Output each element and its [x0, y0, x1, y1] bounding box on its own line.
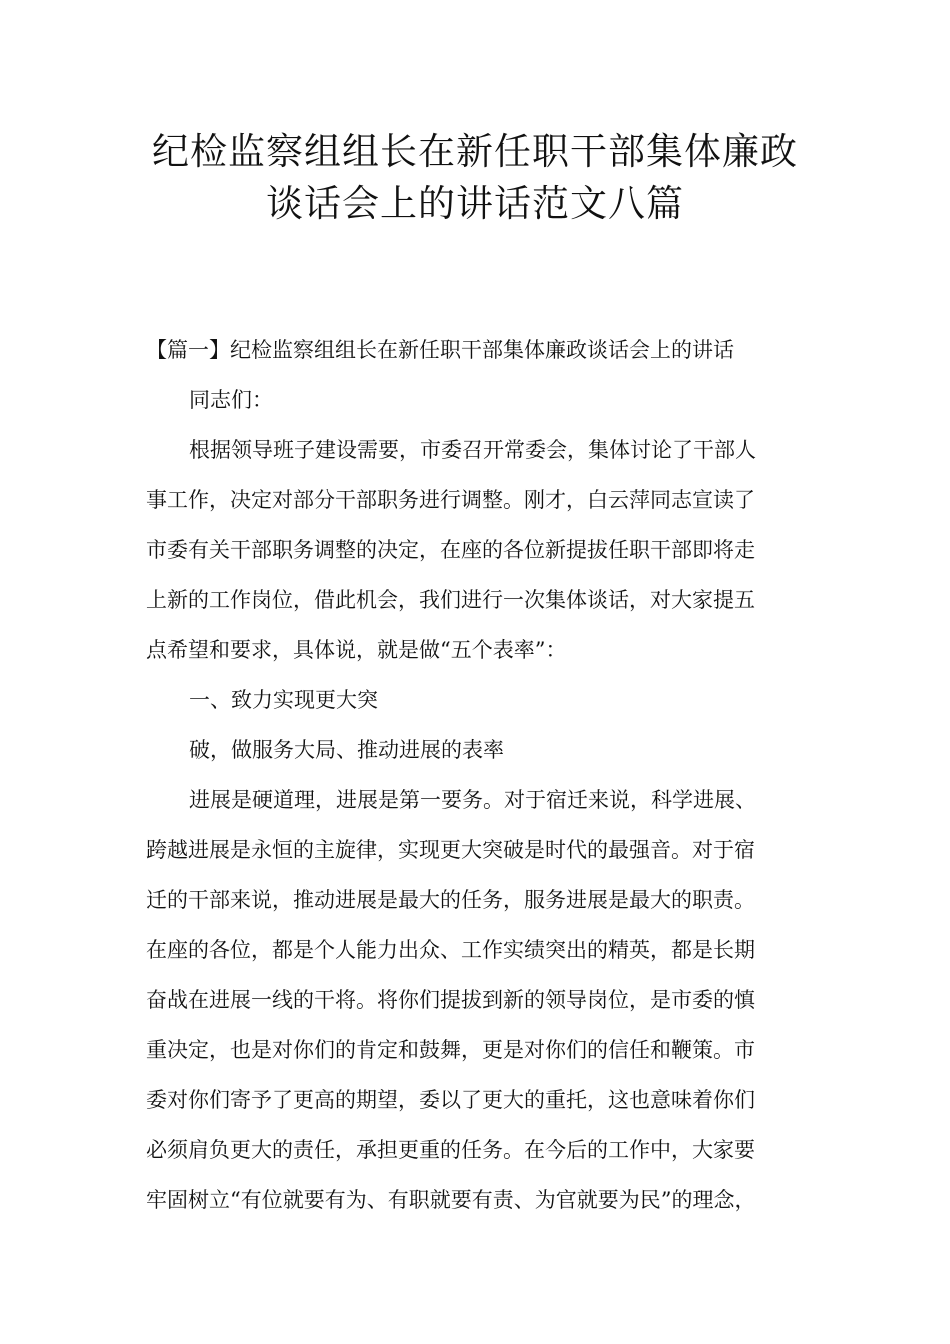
paragraph-2-line-1: 进展是硬道理，进展是第一要务。对于宿迁来说，科学进展、: [189, 788, 756, 812]
paragraph-2-line-4: 在座的各位，都是个人能力出众、工作实绩突出的精英，都是长期: [146, 938, 755, 962]
paragraph-2-line-3: 迁的干部来说，推动进展是最大的任务，服务进展是最大的职责。: [146, 888, 755, 912]
paragraph-2-line-5: 奋战在进展一线的干将。将你们提拔到新的领导岗位，是市委的慎: [146, 988, 755, 1012]
paragraph-1-line-2: 事工作，决定对部分干部职务进行调整。刚才，白云萍同志宣读了: [146, 488, 755, 512]
point-heading-line-1: 一、致力实现更大突: [189, 688, 378, 712]
paragraph-1-line-1: 根据领导班子建设需要，市委召开常委会，集体讨论了干部人: [189, 438, 756, 462]
document-title-line-2: 谈话会上的讲话范文八篇: [266, 182, 684, 225]
paragraph-2-line-6: 重决定，也是对你们的肯定和鼓舞，更是对你们的信任和鞭策。市: [146, 1038, 755, 1062]
salutation: 同志们：: [189, 388, 273, 412]
section-heading: 【篇一】纪检监察组组长在新任职干部集体廉政谈话会上的讲话: [146, 338, 734, 362]
paragraph-2-line-2: 跨越进展是永恒的主旋律，实现更大突破是时代的最强音。对于宿: [146, 838, 755, 862]
document-title-line-1: 纪检监察组组长在新任职干部集体廉政: [152, 130, 798, 173]
paragraph-1-line-3: 市委有关干部职务调整的决定，在座的各位新提拔任职干部即将走: [146, 538, 755, 562]
paragraph-2-line-9: 牢固树立“有位就要有为、有职就要有责、为官就要为民”的理念，: [146, 1188, 756, 1212]
point-heading-line-2: 破，做服务大局、推动进展的表率: [189, 738, 504, 762]
paragraph-1-line-4: 上新的工作岗位，借此机会，我们进行一次集体谈话，对大家提五: [146, 588, 755, 612]
paragraph-2-line-7: 委对你们寄予了更高的期望，委以了更大的重托，这也意味着你们: [146, 1088, 755, 1112]
paragraph-2-line-8: 必须肩负更大的责任，承担更重的任务。在今后的工作中，大家要: [146, 1138, 755, 1162]
paragraph-1-line-5: 点希望和要求，具体说，就是做“五个表率”：: [146, 638, 567, 662]
